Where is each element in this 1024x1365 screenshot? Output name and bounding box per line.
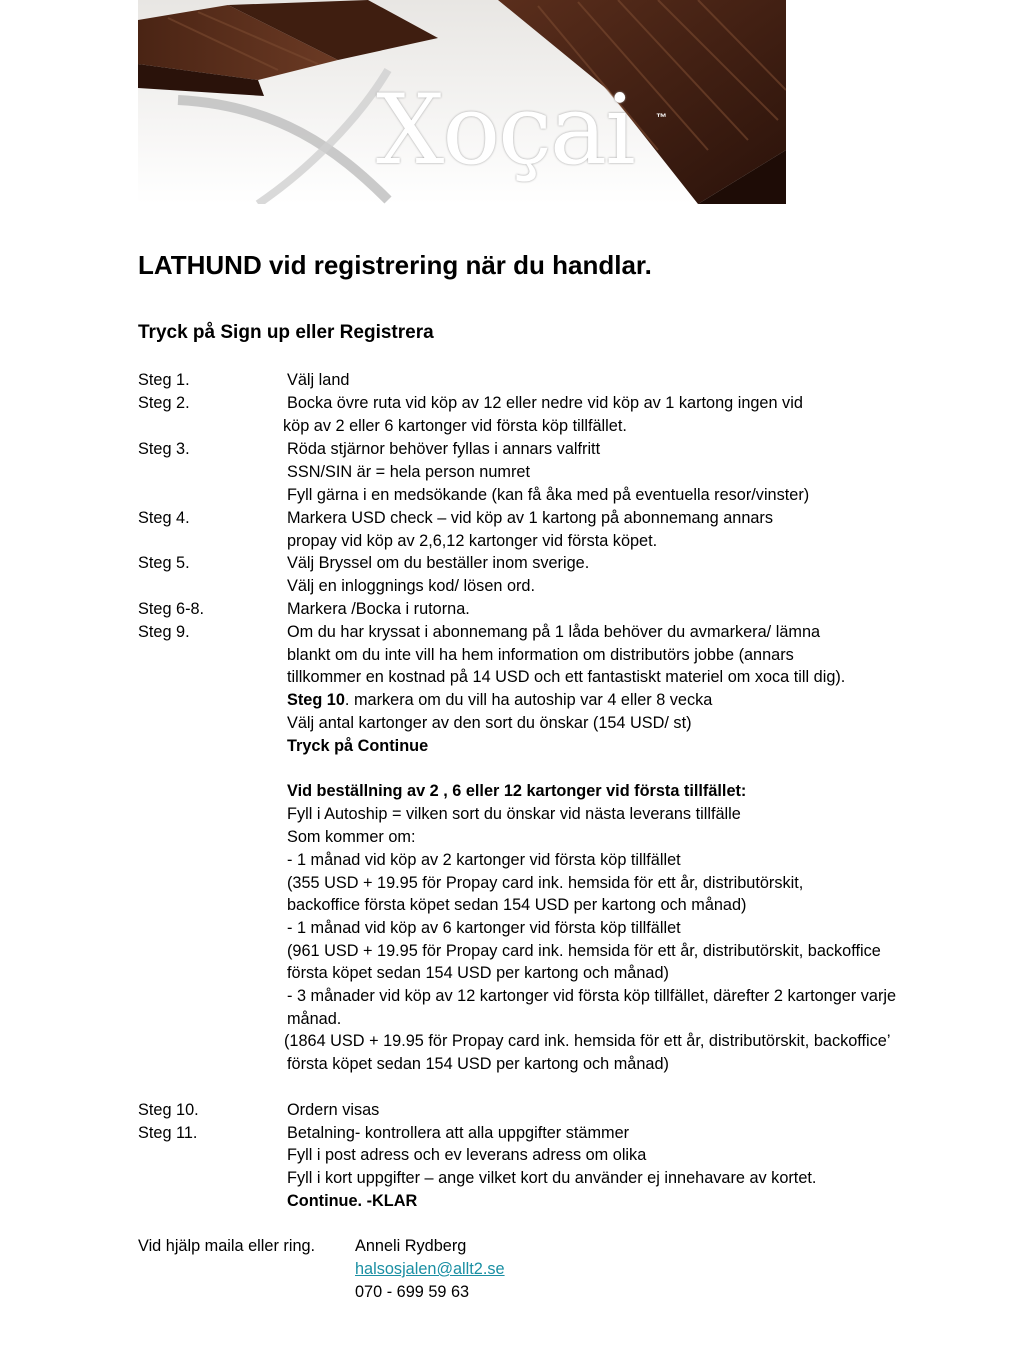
xocai-logo: Xoçai bbox=[376, 74, 634, 186]
order-heading: Vid beställning av 2 , 6 eller 12 kartonger vid första tillfället: bbox=[287, 782, 747, 800]
order-line: Fyll i Autoship = vilken sort du önskar vid nästa leverans tillfälle bbox=[287, 805, 741, 823]
step-text: Betalning- kontrollera att alla uppgifter stämmer bbox=[287, 1124, 630, 1142]
contact-name: Anneli Rydberg bbox=[355, 1237, 467, 1255]
step-text: SSN/SIN är = hela person numret bbox=[287, 463, 530, 481]
step-text: köp av 2 eller 6 kartonger vid första köp tillfället. bbox=[283, 417, 627, 435]
order-line: (961 USD + 19.95 för Propay card ink. hemsida för ett år, distributörskit, backoffice bbox=[287, 942, 881, 960]
step-label: Steg 5. bbox=[138, 554, 190, 572]
step-text: tillkommer en kostnad på 14 USD och ett fantastiskt materiel om xoca till dig). bbox=[287, 668, 846, 686]
step10-text: . markera om du vill ha autoship var 4 eller 8 vecka bbox=[344, 691, 713, 709]
step-text: Fyll gärna i en medsökande (kan få åka med på eventuella resor/vinster) bbox=[287, 486, 810, 504]
contact-email-link[interactable]: halsosjalen@allt2.se bbox=[355, 1260, 505, 1278]
step-text: Fyll i kort uppgifter – ange vilket kort du använder ej innehavare av kortet. bbox=[287, 1169, 817, 1187]
step-label: Steg 3. bbox=[138, 440, 190, 458]
step-text: Bocka övre ruta vid köp av 12 eller nedre vid köp av 1 kartong ingen vid bbox=[287, 394, 803, 412]
step-text: Välj antal kartonger av den sort du önskar (154 USD/ st) bbox=[287, 714, 692, 732]
step-label: Steg 10. bbox=[138, 1101, 199, 1119]
order-line: (355 USD + 19.95 för Propay card ink. hemsida för ett år, distributörskit, bbox=[287, 874, 804, 892]
step10-bold-label: Steg 10 bbox=[287, 691, 345, 709]
order-line: första köpet sedan 154 USD per kartong och månad) bbox=[287, 1055, 669, 1073]
step-label: Steg 9. bbox=[138, 623, 190, 641]
step-label: Steg 4. bbox=[138, 509, 190, 527]
step-label: Steg 2. bbox=[138, 394, 190, 412]
contact-intro: Vid hjälp maila eller ring. bbox=[138, 1237, 316, 1255]
step-text: Fyll i post adress och ev leverans adress om olika bbox=[287, 1146, 647, 1164]
order-line: första köpet sedan 154 USD per kartong och månad) bbox=[287, 964, 669, 982]
finish-instruction: Continue. -KLAR bbox=[287, 1192, 418, 1210]
document-title: LATHUND vid registrering när du handlar. bbox=[138, 250, 652, 280]
step-text: propay vid köp av 2,6,12 kartonger vid första köpet. bbox=[287, 532, 658, 550]
step-text: Välj Bryssel om du beställer inom sverige. bbox=[287, 554, 590, 572]
step-text: Markera USD check – vid köp av 1 kartong på abonnemang annars bbox=[287, 509, 773, 527]
order-line: - 1 månad vid köp av 2 kartonger vid första köp tillfället bbox=[287, 851, 681, 869]
order-line: månad. bbox=[287, 1010, 342, 1028]
step10-autoship-line bbox=[287, 690, 712, 710]
order-line: (1864 USD + 19.95 för Propay card ink. hemsida för ett år, distributörskit, backoffice’ bbox=[284, 1032, 891, 1050]
step-text: Välj en inloggnings kod/ lösen ord. bbox=[287, 577, 536, 595]
order-line: Som kommer om: bbox=[287, 828, 416, 846]
chocolate-banner-image bbox=[138, 0, 786, 204]
step-label: Steg 6-8. bbox=[138, 600, 205, 618]
step-label: Steg 1. bbox=[138, 371, 190, 389]
order-line: backoffice första köpet sedan 154 USD per kartong och månad) bbox=[287, 896, 747, 914]
step-text: Om du har kryssat i abonnemang på 1 låda behöver du avmarkera/ lämna bbox=[287, 623, 821, 641]
step-label: Steg 11. bbox=[138, 1124, 198, 1142]
step-text: Ordern visas bbox=[287, 1101, 380, 1119]
trademark-symbol: ™ bbox=[656, 112, 667, 124]
continue-instruction: Tryck på Continue bbox=[287, 737, 429, 755]
step-text: Markera /Bocka i rutorna. bbox=[287, 600, 470, 618]
step-text: Röda stjärnor behöver fyllas i annars valfritt bbox=[287, 440, 601, 458]
step-text: blankt om du inte vill ha hem information om distributörs jobbe (annars bbox=[287, 646, 794, 664]
order-line: - 1 månad vid köp av 6 kartonger vid första köp tillfället bbox=[287, 919, 681, 937]
order-line: - 3 månader vid köp av 12 kartonger vid första köp tillfället, därefter 2 kartonger varje bbox=[287, 987, 897, 1005]
document-subtitle: Tryck på Sign up eller Registrera bbox=[138, 322, 434, 343]
step-text: Välj land bbox=[287, 371, 350, 389]
contact-phone: 070 - 699 59 63 bbox=[355, 1283, 470, 1301]
